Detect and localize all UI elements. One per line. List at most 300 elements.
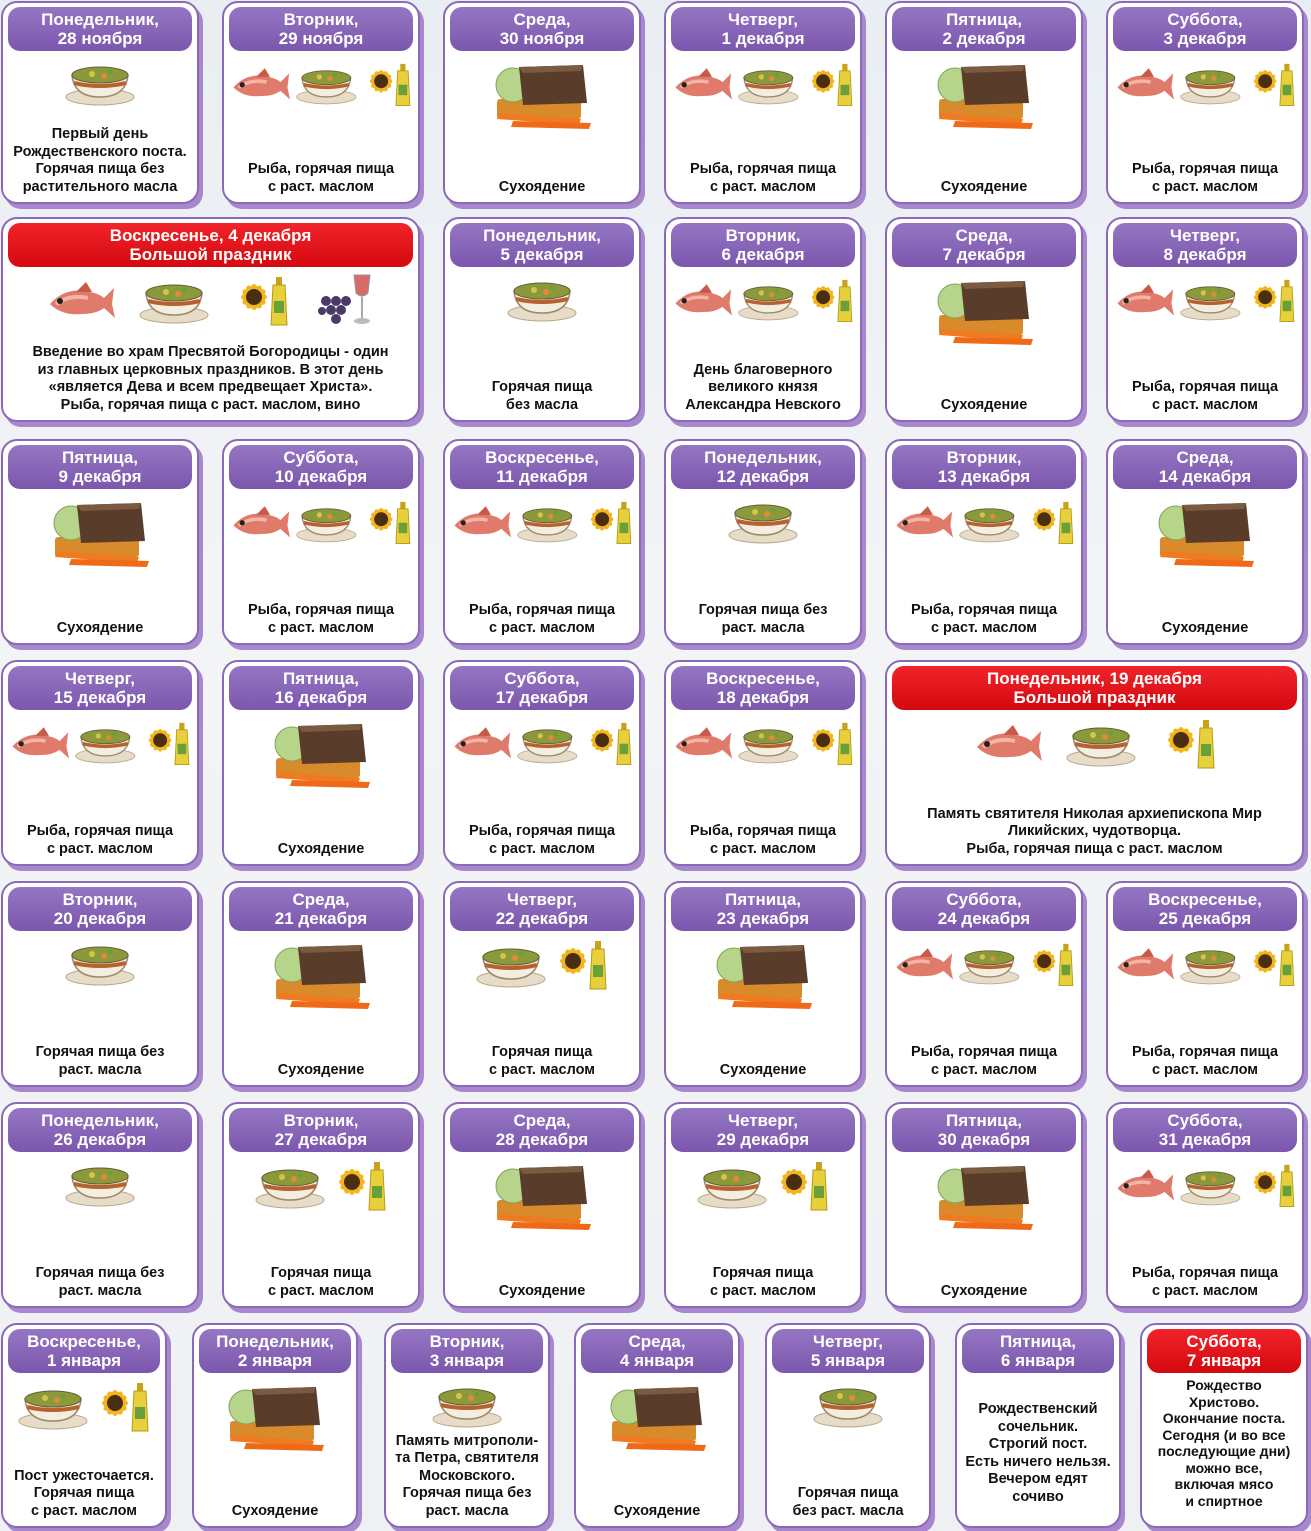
food-icons bbox=[451, 271, 633, 323]
day-date: 4 января bbox=[619, 1351, 695, 1370]
fish-icon bbox=[893, 498, 954, 544]
day-date: 14 декабря bbox=[1158, 467, 1252, 486]
day-header bbox=[450, 7, 634, 51]
day-description: Память митрополи- та Петра, святителя Московского. Горячая пища без раст. масла bbox=[395, 1432, 539, 1519]
day-date: 7 декабря bbox=[942, 245, 1026, 264]
day-description: День благоверного великого князя Александра Невского bbox=[685, 361, 841, 413]
day-card bbox=[222, 660, 420, 866]
day-description: Горячая пища с раст. маслом bbox=[709, 1265, 817, 1299]
food-icons bbox=[230, 935, 412, 1013]
day-date: 11 декабря bbox=[496, 467, 588, 486]
food-icons bbox=[893, 271, 1075, 349]
day-card bbox=[222, 881, 420, 1087]
day-name: Понедельник, bbox=[41, 10, 159, 29]
day-description: Сухоядение bbox=[56, 619, 144, 636]
sunflower-oil-icon bbox=[1246, 271, 1296, 327]
day-header bbox=[671, 887, 855, 931]
day-date: 6 декабря bbox=[721, 245, 805, 264]
sunflower-oil-icon bbox=[583, 714, 633, 770]
day-name: Пятница, bbox=[61, 448, 139, 467]
day-name: Воскресенье, bbox=[27, 1332, 141, 1351]
day-description: Сухоядение bbox=[498, 178, 586, 195]
day-header bbox=[1113, 445, 1297, 489]
day-card bbox=[222, 1, 420, 204]
day-description: Рыба, горячая пища с раст. маслом bbox=[1131, 161, 1279, 195]
day-header bbox=[8, 1329, 160, 1373]
day-name: Воскресенье, bbox=[485, 448, 599, 467]
day-description: Рыба, горячая пища с раст. маслом bbox=[468, 602, 616, 636]
day-card bbox=[443, 217, 641, 422]
day-date: 2 января bbox=[237, 1351, 313, 1370]
day-header bbox=[1113, 887, 1297, 931]
day-description: Введение во храм Пресвятой Богородицы - один из главных церковных праздников. В этот день «является Дева и всем предвещает Христа». Рыба, горячая пища с раст. маслом, вино bbox=[32, 344, 389, 413]
day-name: Пятница, bbox=[724, 890, 802, 909]
day-date: 18 декабря bbox=[716, 688, 810, 707]
soup-bowl-icon bbox=[737, 716, 800, 768]
day-name: Вторник, bbox=[62, 890, 138, 909]
day-date: 27 декабря bbox=[274, 1130, 368, 1149]
day-date: 22 декабря bbox=[495, 909, 589, 928]
food-icons bbox=[672, 271, 854, 327]
dry-food-icon bbox=[262, 935, 380, 1013]
soup-bowl-icon bbox=[431, 1377, 503, 1429]
food-icons bbox=[672, 935, 854, 1013]
day-card bbox=[664, 439, 862, 645]
day-date: 30 ноября bbox=[499, 29, 585, 48]
day-header bbox=[450, 223, 634, 267]
day-card bbox=[664, 1, 862, 204]
day-date: 30 декабря bbox=[937, 1130, 1031, 1149]
fish-icon bbox=[672, 719, 733, 765]
food-icons bbox=[1114, 55, 1296, 111]
day-description: Рыба, горячая пища с раст. маслом bbox=[1131, 1265, 1279, 1299]
soup-bowl-icon bbox=[295, 495, 358, 547]
fish-icon bbox=[9, 719, 70, 765]
fish-icon bbox=[46, 276, 116, 322]
day-description: Сухоядение bbox=[231, 1502, 319, 1519]
food-icons bbox=[672, 493, 854, 545]
day-header bbox=[8, 1108, 192, 1152]
food-icons bbox=[230, 1156, 412, 1212]
day-date: 31 декабря bbox=[1158, 1130, 1252, 1149]
day-name: Понедельник, bbox=[483, 226, 601, 245]
soup-bowl-icon bbox=[17, 1379, 89, 1431]
day-card bbox=[1106, 1, 1304, 204]
fish-icon bbox=[893, 940, 954, 986]
day-description: Рыба, горячая пища с раст. маслом bbox=[247, 161, 395, 195]
day-date: 10 декабря bbox=[274, 467, 368, 486]
day-description: Рыба, горячая пища с раст. маслом bbox=[910, 602, 1058, 636]
day-card bbox=[1, 217, 420, 422]
fish-icon bbox=[1114, 1161, 1175, 1207]
sunflower-oil-icon bbox=[330, 1156, 388, 1212]
dry-food-icon bbox=[483, 1156, 601, 1234]
fish-icon bbox=[672, 276, 733, 322]
day-description: Горячая пища с раст. маслом bbox=[488, 1044, 596, 1078]
day-description: Сухоядение bbox=[719, 1061, 807, 1078]
day-card bbox=[885, 217, 1083, 422]
day-card bbox=[192, 1323, 358, 1528]
soup-bowl-icon bbox=[1179, 937, 1242, 989]
day-date: 28 декабря bbox=[495, 1130, 589, 1149]
fish-icon bbox=[230, 498, 291, 544]
day-header bbox=[450, 445, 634, 489]
day-description: Горячая пища без раст. масла bbox=[792, 1485, 904, 1519]
day-date: 1 декабря bbox=[721, 29, 805, 48]
sunflower-oil-icon bbox=[232, 271, 290, 327]
food-icons bbox=[773, 1377, 923, 1429]
day-date: 3 января bbox=[429, 1351, 505, 1370]
day-header bbox=[8, 7, 192, 51]
sunflower-oil-icon bbox=[804, 55, 854, 111]
soup-bowl-icon bbox=[64, 55, 136, 107]
soup-bowl-icon bbox=[506, 271, 578, 323]
soup-bowl-icon bbox=[727, 493, 799, 545]
day-description: Рыба, горячая пища с раст. маслом bbox=[468, 823, 616, 857]
day-header bbox=[671, 223, 855, 267]
dry-food-icon bbox=[1146, 493, 1264, 571]
food-icons bbox=[451, 714, 633, 770]
fish-icon bbox=[672, 60, 733, 106]
food-icons bbox=[230, 714, 412, 792]
day-description: Рыба, горячая пища с раст. маслом bbox=[26, 823, 174, 857]
food-icons bbox=[1114, 493, 1296, 571]
day-description: Рыба, горячая пища с раст. маслом bbox=[910, 1044, 1058, 1078]
day-header bbox=[892, 445, 1076, 489]
day-header bbox=[892, 666, 1297, 710]
day-date: Большой праздник bbox=[129, 245, 292, 264]
day-name: Пятница, bbox=[282, 669, 360, 688]
sunflower-oil-icon bbox=[362, 493, 412, 549]
day-name: Вторник, bbox=[429, 1332, 505, 1351]
dry-food-icon bbox=[925, 1156, 1043, 1234]
sunflower-oil-icon bbox=[141, 714, 191, 770]
day-description: Пост ужесточается. Горячая пища с раст. маслом bbox=[14, 1467, 154, 1519]
day-description: Горячая пища без раст. масла bbox=[698, 602, 828, 636]
day-card bbox=[885, 1, 1083, 204]
day-description: Горячая пища с раст. маслом bbox=[267, 1265, 375, 1299]
sunflower-oil-icon bbox=[804, 714, 854, 770]
dry-food-icon bbox=[483, 55, 601, 133]
day-card bbox=[1106, 881, 1304, 1087]
day-name: Понедельник, bbox=[41, 1111, 159, 1130]
day-description: Сухоядение bbox=[277, 840, 365, 857]
day-date: 2 декабря bbox=[942, 29, 1026, 48]
food-icons bbox=[230, 55, 412, 111]
day-date: 29 декабря bbox=[716, 1130, 810, 1149]
food-icons bbox=[451, 55, 633, 133]
day-date: 29 ноября bbox=[278, 29, 364, 48]
day-card bbox=[885, 660, 1304, 866]
day-description: Горячая пища без раст. масла bbox=[35, 1265, 165, 1299]
day-date: 12 декабря bbox=[716, 467, 810, 486]
sunflower-oil-icon bbox=[804, 271, 854, 327]
day-header bbox=[892, 1108, 1076, 1152]
day-header bbox=[671, 666, 855, 710]
day-card bbox=[765, 1323, 931, 1528]
day-card bbox=[443, 1, 641, 204]
day-card bbox=[1, 439, 199, 645]
day-name: Суббота, bbox=[504, 669, 580, 688]
day-card bbox=[885, 1102, 1083, 1308]
day-description: Сухоядение bbox=[1161, 619, 1249, 636]
day-description: Сухоядение bbox=[940, 396, 1028, 413]
sunflower-oil-icon bbox=[1159, 714, 1217, 770]
day-name: Суббота, bbox=[1167, 1111, 1243, 1130]
day-header bbox=[962, 1329, 1114, 1373]
day-card bbox=[1106, 217, 1304, 422]
day-header bbox=[892, 887, 1076, 931]
food-icons bbox=[451, 1156, 633, 1234]
food-icons bbox=[893, 714, 1296, 770]
day-description: Сухоядение bbox=[277, 1061, 365, 1078]
day-name: Вторник, bbox=[725, 226, 801, 245]
food-icons bbox=[893, 493, 1075, 549]
day-header bbox=[229, 887, 413, 931]
fish-icon bbox=[230, 60, 291, 106]
day-name: Четверг, bbox=[1170, 226, 1240, 245]
day-card bbox=[1, 1102, 199, 1308]
day-card bbox=[222, 439, 420, 645]
soup-bowl-icon bbox=[1179, 273, 1242, 325]
day-date: 25 декабря bbox=[1158, 909, 1252, 928]
day-card bbox=[1140, 1323, 1308, 1528]
day-date: 5 декабря bbox=[500, 245, 584, 264]
day-header bbox=[450, 1108, 634, 1152]
day-header bbox=[8, 666, 192, 710]
fish-icon bbox=[1114, 940, 1175, 986]
food-icons bbox=[893, 935, 1075, 991]
sunflower-oil-icon bbox=[1246, 935, 1296, 991]
day-description: Горячая пища без масла bbox=[491, 379, 593, 413]
day-name: Среда, bbox=[292, 890, 350, 909]
day-header bbox=[391, 1329, 543, 1373]
day-card bbox=[955, 1323, 1121, 1528]
day-description: Сухоядение bbox=[613, 1502, 701, 1519]
day-header bbox=[229, 445, 413, 489]
fish-icon bbox=[1114, 60, 1175, 106]
day-name: Суббота, bbox=[1186, 1332, 1262, 1351]
soup-bowl-icon bbox=[475, 937, 547, 989]
day-name: Суббота, bbox=[946, 890, 1022, 909]
food-icons bbox=[9, 1156, 191, 1208]
day-date: 16 декабря bbox=[274, 688, 368, 707]
dry-food-icon bbox=[925, 271, 1043, 349]
food-icons bbox=[9, 271, 412, 327]
day-name: Среда, bbox=[513, 10, 571, 29]
day-date: 8 декабря bbox=[1163, 245, 1247, 264]
dry-food-icon bbox=[262, 714, 380, 792]
day-card bbox=[664, 881, 862, 1087]
day-description: Первый день Рождественского поста. Горячая пища без растительного масла bbox=[13, 126, 187, 195]
day-date: 7 января bbox=[1186, 1351, 1262, 1370]
day-header bbox=[199, 1329, 351, 1373]
food-icons bbox=[893, 55, 1075, 133]
day-header bbox=[892, 223, 1076, 267]
day-date: 6 января bbox=[1000, 1351, 1076, 1370]
food-icons bbox=[672, 1156, 854, 1212]
day-name: Суббота, bbox=[1167, 10, 1243, 29]
day-name: Пятница, bbox=[945, 10, 1023, 29]
dry-food-icon bbox=[41, 493, 159, 571]
day-description: Память святителя Николая архиепископа Мир Ликийских, чудотворца. Рыба, горячая пища с раст. маслом bbox=[927, 805, 1262, 857]
sunflower-oil-icon bbox=[362, 55, 412, 111]
day-description: Рыба, горячая пища с раст. маслом bbox=[689, 161, 837, 195]
day-name: Четверг, bbox=[728, 10, 798, 29]
sunflower-oil-icon bbox=[1246, 55, 1296, 111]
soup-bowl-icon bbox=[1179, 57, 1242, 109]
day-date: 9 декабря bbox=[58, 467, 142, 486]
day-header bbox=[1113, 7, 1297, 51]
day-date: 3 декабря bbox=[1163, 29, 1247, 48]
soup-bowl-icon bbox=[74, 716, 137, 768]
day-name: Вторник, bbox=[283, 1111, 359, 1130]
soup-bowl-icon bbox=[64, 1156, 136, 1208]
day-card bbox=[1, 1323, 167, 1528]
sunflower-oil-icon bbox=[93, 1377, 151, 1433]
sunflower-oil-icon bbox=[551, 935, 609, 991]
soup-bowl-icon bbox=[516, 716, 579, 768]
day-card bbox=[885, 881, 1083, 1087]
sunflower-oil-icon bbox=[1246, 1156, 1296, 1212]
food-icons bbox=[9, 714, 191, 770]
fish-icon bbox=[451, 498, 512, 544]
food-icons bbox=[200, 1377, 350, 1455]
food-icons bbox=[672, 714, 854, 770]
day-date: 26 декабря bbox=[53, 1130, 147, 1149]
food-icons bbox=[9, 493, 191, 571]
soup-bowl-icon bbox=[254, 1158, 326, 1210]
day-header bbox=[8, 223, 413, 267]
day-header bbox=[229, 7, 413, 51]
day-name: Суббота, bbox=[283, 448, 359, 467]
fish-icon bbox=[451, 719, 512, 765]
dry-food-icon bbox=[598, 1377, 716, 1455]
day-card bbox=[443, 660, 641, 866]
day-description: Рыба, горячая пища с раст. маслом bbox=[247, 602, 395, 636]
day-header bbox=[581, 1329, 733, 1373]
food-icons bbox=[9, 55, 191, 107]
sunflower-oil-icon bbox=[583, 493, 633, 549]
day-name: Среда, bbox=[628, 1332, 686, 1351]
food-icons bbox=[1114, 271, 1296, 327]
soup-bowl-icon bbox=[516, 495, 579, 547]
day-name: Среда, bbox=[1176, 448, 1234, 467]
day-card bbox=[664, 217, 862, 422]
day-header bbox=[450, 887, 634, 931]
day-date: 17 декабря bbox=[495, 688, 589, 707]
day-card bbox=[664, 1102, 862, 1308]
day-header bbox=[1113, 1108, 1297, 1152]
soup-bowl-icon bbox=[737, 273, 800, 325]
soup-bowl-icon bbox=[64, 935, 136, 987]
day-header bbox=[671, 445, 855, 489]
soup-bowl-icon bbox=[958, 937, 1021, 989]
day-description: Рождественский сочельник. Строгий пост. Есть ничего нельзя. Вечером едят сочиво bbox=[965, 1401, 1111, 1505]
day-name: Воскресенье, bbox=[706, 669, 820, 688]
day-name: Среда, bbox=[955, 226, 1013, 245]
fish-icon bbox=[1114, 276, 1175, 322]
sunflower-oil-icon bbox=[1025, 493, 1075, 549]
day-description: Горячая пища без раст. масла bbox=[35, 1044, 165, 1078]
day-description: Рыба, горячая пища с раст. маслом bbox=[1131, 1044, 1279, 1078]
day-header bbox=[229, 1108, 413, 1152]
day-header bbox=[1147, 1329, 1301, 1373]
day-date: 24 декабря bbox=[937, 909, 1031, 928]
day-date: 23 декабря bbox=[716, 909, 810, 928]
day-card bbox=[574, 1323, 740, 1528]
soup-bowl-icon bbox=[958, 495, 1021, 547]
day-card bbox=[443, 439, 641, 645]
day-name: Воскресенье, 4 декабря bbox=[109, 226, 312, 245]
day-name: Пятница, bbox=[999, 1332, 1077, 1351]
day-card bbox=[443, 1102, 641, 1308]
day-name: Среда, bbox=[513, 1111, 571, 1130]
day-card bbox=[443, 881, 641, 1087]
soup-bowl-icon bbox=[812, 1377, 884, 1429]
day-header bbox=[892, 7, 1076, 51]
food-icons bbox=[392, 1377, 542, 1429]
food-icons bbox=[9, 1377, 159, 1433]
day-header bbox=[450, 666, 634, 710]
day-date: 1 января bbox=[46, 1351, 122, 1370]
day-header bbox=[671, 7, 855, 51]
day-date: 28 ноября bbox=[57, 29, 143, 48]
day-header bbox=[229, 666, 413, 710]
day-name: Четверг, bbox=[507, 890, 577, 909]
day-card bbox=[1, 881, 199, 1087]
day-name: Четверг, bbox=[728, 1111, 798, 1130]
day-header bbox=[8, 445, 192, 489]
day-name: Четверг, bbox=[65, 669, 135, 688]
food-icons bbox=[672, 55, 854, 111]
food-icons bbox=[9, 935, 191, 987]
day-date: 21 декабря bbox=[274, 909, 368, 928]
day-date: Большой праздник bbox=[1013, 688, 1176, 707]
day-date: 5 января bbox=[810, 1351, 886, 1370]
day-name: Понедельник, bbox=[216, 1332, 334, 1351]
sunflower-oil-icon bbox=[772, 1156, 830, 1212]
food-icons bbox=[582, 1377, 732, 1455]
grapes-wine-icon bbox=[312, 271, 376, 327]
day-name: Понедельник, bbox=[704, 448, 822, 467]
soup-bowl-icon bbox=[1065, 716, 1137, 768]
day-description: Сухоядение bbox=[498, 1282, 586, 1299]
dry-food-icon bbox=[216, 1377, 334, 1455]
day-card bbox=[1, 660, 199, 866]
day-description: Рождество Христово. Окончание поста. Сегодня (и во все последующие дни) можно все, включая мясо и спиртное bbox=[1157, 1377, 1291, 1509]
soup-bowl-icon bbox=[1179, 1158, 1242, 1210]
food-icons bbox=[893, 1156, 1075, 1234]
day-header bbox=[8, 887, 192, 931]
day-description: Сухоядение bbox=[940, 1282, 1028, 1299]
food-icons bbox=[1114, 935, 1296, 991]
food-icons bbox=[1114, 1156, 1296, 1212]
day-name: Пятница, bbox=[945, 1111, 1023, 1130]
soup-bowl-icon bbox=[138, 273, 210, 325]
day-header bbox=[671, 1108, 855, 1152]
day-name: Понедельник, 19 декабря bbox=[987, 669, 1202, 688]
soup-bowl-icon bbox=[295, 57, 358, 109]
food-icons bbox=[451, 493, 633, 549]
day-name: Четверг, bbox=[813, 1332, 883, 1351]
day-card bbox=[664, 660, 862, 866]
day-description: Рыба, горячая пища с раст. маслом bbox=[689, 823, 837, 857]
day-card bbox=[1106, 1102, 1304, 1308]
day-card bbox=[885, 439, 1083, 645]
day-name: Вторник, bbox=[283, 10, 359, 29]
food-icons bbox=[230, 493, 412, 549]
